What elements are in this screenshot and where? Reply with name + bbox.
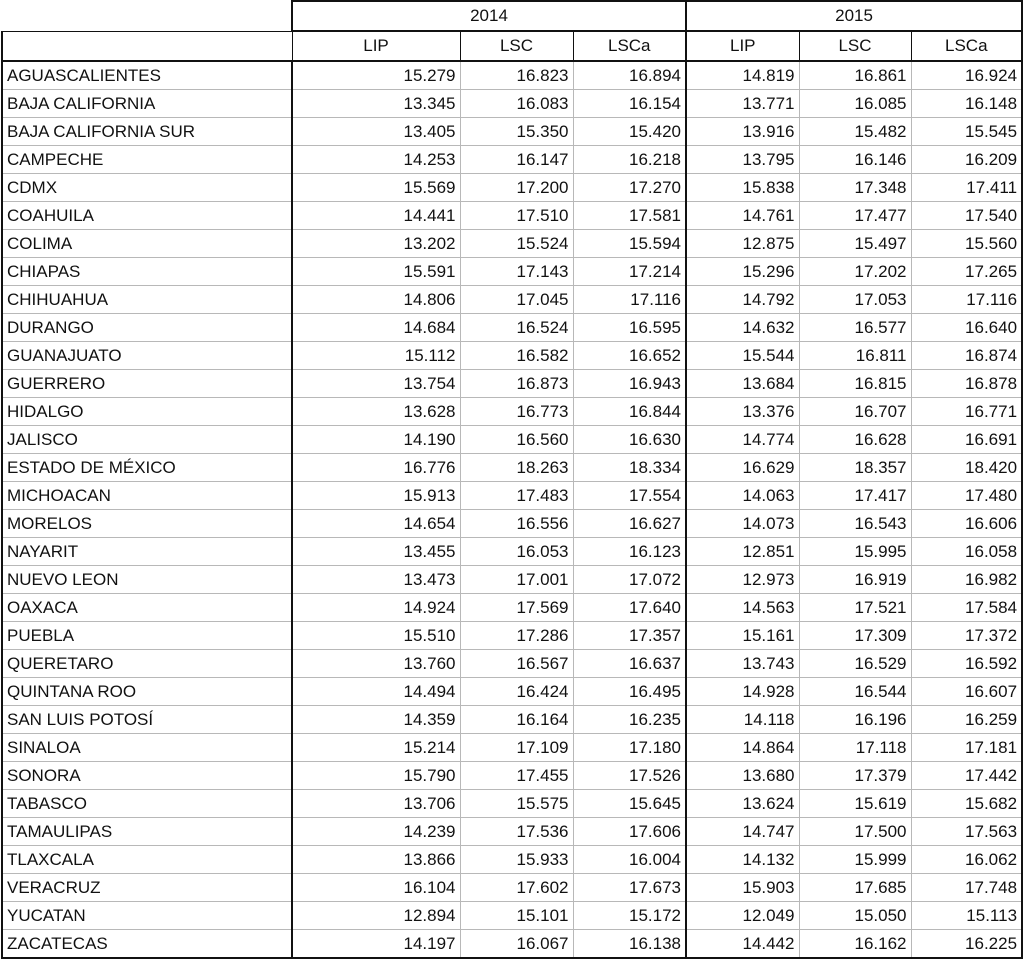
state-name-cell: ZACATECAS bbox=[2, 930, 292, 959]
table-row bbox=[2, 286, 1022, 314]
value-cell: 15.838 bbox=[686, 174, 799, 202]
value-cell: 16.707 bbox=[799, 398, 911, 426]
value-cell: 16.209 bbox=[911, 146, 1022, 174]
value-cell: 16.196 bbox=[799, 706, 911, 734]
value-cell: 17.045 bbox=[460, 286, 573, 314]
table-row bbox=[2, 258, 1022, 286]
value-cell: 16.773 bbox=[460, 398, 573, 426]
value-cell: 14.684 bbox=[292, 314, 460, 342]
value-cell: 16.924 bbox=[911, 61, 1022, 90]
table-row bbox=[2, 622, 1022, 650]
value-cell: 16.146 bbox=[799, 146, 911, 174]
value-cell: 16.823 bbox=[460, 61, 573, 90]
state-name-cell: BAJA CALIFORNIA bbox=[2, 90, 292, 118]
value-cell: 14.792 bbox=[686, 286, 799, 314]
value-cell: 16.218 bbox=[573, 146, 686, 174]
value-cell: 16.543 bbox=[799, 510, 911, 538]
value-cell: 13.455 bbox=[292, 538, 460, 566]
value-cell: 14.253 bbox=[292, 146, 460, 174]
value-cell: 17.270 bbox=[573, 174, 686, 202]
value-cell: 15.560 bbox=[911, 230, 1022, 258]
table-row bbox=[2, 594, 1022, 622]
value-cell: 13.771 bbox=[686, 90, 799, 118]
state-name-cell: JALISCO bbox=[2, 426, 292, 454]
table-row bbox=[2, 734, 1022, 762]
value-cell: 17.265 bbox=[911, 258, 1022, 286]
state-name-cell: ESTADO DE MÉXICO bbox=[2, 454, 292, 482]
value-cell: 16.529 bbox=[799, 650, 911, 678]
value-cell: 16.567 bbox=[460, 650, 573, 678]
value-cell: 14.864 bbox=[686, 734, 799, 762]
table-row bbox=[2, 398, 1022, 426]
value-cell: 16.627 bbox=[573, 510, 686, 538]
value-cell: 17.483 bbox=[460, 482, 573, 510]
value-cell: 15.682 bbox=[911, 790, 1022, 818]
state-name-cell: AGUASCALIENTES bbox=[2, 61, 292, 90]
column-header-lsca-2014: LSCa bbox=[573, 31, 686, 61]
value-cell: 17.379 bbox=[799, 762, 911, 790]
table-row bbox=[2, 678, 1022, 706]
state-name-cell: GUERRERO bbox=[2, 370, 292, 398]
value-cell: 16.544 bbox=[799, 678, 911, 706]
state-name-cell: COAHUILA bbox=[2, 202, 292, 230]
table-row bbox=[2, 566, 1022, 594]
state-name-cell: CHIHUAHUA bbox=[2, 286, 292, 314]
value-cell: 15.995 bbox=[799, 538, 911, 566]
value-cell: 16.776 bbox=[292, 454, 460, 482]
value-cell: 17.673 bbox=[573, 874, 686, 902]
value-cell: 12.875 bbox=[686, 230, 799, 258]
value-cell: 16.861 bbox=[799, 61, 911, 90]
year-header-2015: 2015 bbox=[686, 1, 1022, 31]
state-name-cell: CDMX bbox=[2, 174, 292, 202]
table-row bbox=[2, 454, 1022, 482]
value-cell: 15.112 bbox=[292, 342, 460, 370]
value-cell: 16.592 bbox=[911, 650, 1022, 678]
value-cell: 13.743 bbox=[686, 650, 799, 678]
value-cell: 15.999 bbox=[799, 846, 911, 874]
value-cell: 17.748 bbox=[911, 874, 1022, 902]
value-cell: 16.637 bbox=[573, 650, 686, 678]
value-cell: 17.357 bbox=[573, 622, 686, 650]
value-cell: 15.545 bbox=[911, 118, 1022, 146]
state-name-cell: CHIAPAS bbox=[2, 258, 292, 286]
value-cell: 15.645 bbox=[573, 790, 686, 818]
value-cell: 17.510 bbox=[460, 202, 573, 230]
value-cell: 17.214 bbox=[573, 258, 686, 286]
value-cell: 16.606 bbox=[911, 510, 1022, 538]
value-cell: 13.684 bbox=[686, 370, 799, 398]
table-row bbox=[2, 762, 1022, 790]
value-cell: 14.132 bbox=[686, 846, 799, 874]
state-name-cell: QUERETARO bbox=[2, 650, 292, 678]
value-cell: 16.577 bbox=[799, 314, 911, 342]
value-cell: 16.495 bbox=[573, 678, 686, 706]
value-cell: 14.239 bbox=[292, 818, 460, 846]
value-cell: 17.602 bbox=[460, 874, 573, 902]
value-cell: 15.214 bbox=[292, 734, 460, 762]
value-cell: 17.109 bbox=[460, 734, 573, 762]
state-name-cell: NUEVO LEON bbox=[2, 566, 292, 594]
value-cell: 15.172 bbox=[573, 902, 686, 930]
value-cell: 17.477 bbox=[799, 202, 911, 230]
value-cell: 16.067 bbox=[460, 930, 573, 959]
value-cell: 16.982 bbox=[911, 566, 1022, 594]
value-cell: 13.624 bbox=[686, 790, 799, 818]
table-row bbox=[2, 426, 1022, 454]
state-name-cell: NAYARIT bbox=[2, 538, 292, 566]
value-cell: 13.795 bbox=[686, 146, 799, 174]
state-name-cell: HIDALGO bbox=[2, 398, 292, 426]
state-name-cell: MICHOACAN bbox=[2, 482, 292, 510]
table-row bbox=[2, 146, 1022, 174]
value-cell: 16.629 bbox=[686, 454, 799, 482]
value-cell: 16.259 bbox=[911, 706, 1022, 734]
column-header-lsc-2014: LSC bbox=[460, 31, 573, 61]
value-cell: 15.913 bbox=[292, 482, 460, 510]
value-cell: 16.162 bbox=[799, 930, 911, 959]
column-header-lsc-2015: LSC bbox=[799, 31, 911, 61]
value-cell: 18.357 bbox=[799, 454, 911, 482]
value-cell: 16.147 bbox=[460, 146, 573, 174]
value-cell: 15.497 bbox=[799, 230, 911, 258]
value-cell: 15.790 bbox=[292, 762, 460, 790]
value-cell: 15.524 bbox=[460, 230, 573, 258]
value-cell: 16.225 bbox=[911, 930, 1022, 959]
value-cell: 14.441 bbox=[292, 202, 460, 230]
state-column-header bbox=[2, 31, 292, 61]
value-cell: 13.760 bbox=[292, 650, 460, 678]
value-cell: 17.200 bbox=[460, 174, 573, 202]
value-cell: 17.116 bbox=[911, 286, 1022, 314]
table-row bbox=[2, 230, 1022, 258]
table-row bbox=[2, 510, 1022, 538]
value-cell: 17.500 bbox=[799, 818, 911, 846]
value-cell: 16.873 bbox=[460, 370, 573, 398]
value-cell: 16.123 bbox=[573, 538, 686, 566]
value-cell: 16.815 bbox=[799, 370, 911, 398]
table-row bbox=[2, 90, 1022, 118]
value-cell: 15.420 bbox=[573, 118, 686, 146]
value-cell: 15.591 bbox=[292, 258, 460, 286]
state-name-cell: TABASCO bbox=[2, 790, 292, 818]
value-cell: 16.607 bbox=[911, 678, 1022, 706]
value-cell: 15.569 bbox=[292, 174, 460, 202]
value-cell: 14.806 bbox=[292, 286, 460, 314]
state-name-cell: YUCATAN bbox=[2, 902, 292, 930]
value-cell: 14.494 bbox=[292, 678, 460, 706]
corner-blank-cell bbox=[2, 1, 292, 31]
value-cell: 14.928 bbox=[686, 678, 799, 706]
table-row bbox=[2, 706, 1022, 734]
state-name-cell: PUEBLA bbox=[2, 622, 292, 650]
value-cell: 16.691 bbox=[911, 426, 1022, 454]
value-cell: 17.606 bbox=[573, 818, 686, 846]
value-cell: 16.771 bbox=[911, 398, 1022, 426]
value-cell: 17.053 bbox=[799, 286, 911, 314]
table-row bbox=[2, 874, 1022, 902]
state-name-cell: CAMPECHE bbox=[2, 146, 292, 174]
value-cell: 16.919 bbox=[799, 566, 911, 594]
table-row bbox=[2, 174, 1022, 202]
state-name-cell: TAMAULIPAS bbox=[2, 818, 292, 846]
state-name-cell: TLAXCALA bbox=[2, 846, 292, 874]
value-cell: 16.148 bbox=[911, 90, 1022, 118]
state-name-cell: VERACRUZ bbox=[2, 874, 292, 902]
value-cell: 14.819 bbox=[686, 61, 799, 90]
value-cell: 14.774 bbox=[686, 426, 799, 454]
value-cell: 13.202 bbox=[292, 230, 460, 258]
value-cell: 17.685 bbox=[799, 874, 911, 902]
value-cell: 16.811 bbox=[799, 342, 911, 370]
value-cell: 17.480 bbox=[911, 482, 1022, 510]
value-cell: 17.417 bbox=[799, 482, 911, 510]
value-cell: 17.372 bbox=[911, 622, 1022, 650]
value-cell: 13.916 bbox=[686, 118, 799, 146]
value-cell: 14.747 bbox=[686, 818, 799, 846]
table-row bbox=[2, 202, 1022, 230]
table-row bbox=[2, 650, 1022, 678]
value-cell: 17.442 bbox=[911, 762, 1022, 790]
value-cell: 14.359 bbox=[292, 706, 460, 734]
table-body bbox=[2, 61, 1022, 958]
table-row bbox=[2, 818, 1022, 846]
value-cell: 16.058 bbox=[911, 538, 1022, 566]
value-cell: 17.001 bbox=[460, 566, 573, 594]
value-cell: 13.628 bbox=[292, 398, 460, 426]
value-cell: 15.594 bbox=[573, 230, 686, 258]
state-name-cell: MORELOS bbox=[2, 510, 292, 538]
value-cell: 14.197 bbox=[292, 930, 460, 959]
value-cell: 12.049 bbox=[686, 902, 799, 930]
table-row bbox=[2, 538, 1022, 566]
value-cell: 13.680 bbox=[686, 762, 799, 790]
value-cell: 17.181 bbox=[911, 734, 1022, 762]
table-row bbox=[2, 790, 1022, 818]
value-cell: 17.309 bbox=[799, 622, 911, 650]
value-cell: 15.279 bbox=[292, 61, 460, 90]
value-cell: 14.654 bbox=[292, 510, 460, 538]
value-cell: 17.563 bbox=[911, 818, 1022, 846]
value-cell: 17.118 bbox=[799, 734, 911, 762]
value-cell: 14.563 bbox=[686, 594, 799, 622]
value-cell: 13.754 bbox=[292, 370, 460, 398]
value-cell: 16.582 bbox=[460, 342, 573, 370]
value-cell: 12.973 bbox=[686, 566, 799, 594]
value-cell: 18.263 bbox=[460, 454, 573, 482]
value-cell: 16.844 bbox=[573, 398, 686, 426]
state-name-cell: BAJA CALIFORNIA SUR bbox=[2, 118, 292, 146]
column-header-lip-2015: LIP bbox=[686, 31, 799, 61]
value-cell: 15.575 bbox=[460, 790, 573, 818]
value-cell: 13.866 bbox=[292, 846, 460, 874]
table-row bbox=[2, 482, 1022, 510]
value-cell: 17.569 bbox=[460, 594, 573, 622]
value-cell: 16.104 bbox=[292, 874, 460, 902]
value-cell: 16.053 bbox=[460, 538, 573, 566]
column-header-lip-2014: LIP bbox=[292, 31, 460, 61]
table-row bbox=[2, 902, 1022, 930]
value-cell: 15.619 bbox=[799, 790, 911, 818]
value-cell: 17.116 bbox=[573, 286, 686, 314]
value-cell: 16.874 bbox=[911, 342, 1022, 370]
value-cell: 16.943 bbox=[573, 370, 686, 398]
value-cell: 17.521 bbox=[799, 594, 911, 622]
value-cell: 17.286 bbox=[460, 622, 573, 650]
value-cell: 16.004 bbox=[573, 846, 686, 874]
value-cell: 16.595 bbox=[573, 314, 686, 342]
value-cell: 15.101 bbox=[460, 902, 573, 930]
value-cell: 17.526 bbox=[573, 762, 686, 790]
value-cell: 13.345 bbox=[292, 90, 460, 118]
value-cell: 12.851 bbox=[686, 538, 799, 566]
table-row bbox=[2, 61, 1022, 90]
value-cell: 17.348 bbox=[799, 174, 911, 202]
value-cell: 16.424 bbox=[460, 678, 573, 706]
data-table bbox=[1, 0, 1023, 959]
state-name-cell: GUANAJUATO bbox=[2, 342, 292, 370]
value-cell: 15.350 bbox=[460, 118, 573, 146]
value-cell: 17.536 bbox=[460, 818, 573, 846]
value-cell: 17.202 bbox=[799, 258, 911, 286]
value-cell: 16.630 bbox=[573, 426, 686, 454]
value-cell: 14.442 bbox=[686, 930, 799, 959]
value-cell: 16.154 bbox=[573, 90, 686, 118]
value-cell: 17.581 bbox=[573, 202, 686, 230]
year-header-row bbox=[2, 1, 1022, 31]
value-cell: 15.544 bbox=[686, 342, 799, 370]
table-row bbox=[2, 118, 1022, 146]
value-cell: 15.903 bbox=[686, 874, 799, 902]
value-cell: 13.405 bbox=[292, 118, 460, 146]
state-name-cell: COLIMA bbox=[2, 230, 292, 258]
value-cell: 15.933 bbox=[460, 846, 573, 874]
value-cell: 14.118 bbox=[686, 706, 799, 734]
value-cell: 13.473 bbox=[292, 566, 460, 594]
value-cell: 13.706 bbox=[292, 790, 460, 818]
state-name-cell: SAN LUIS POTOSÍ bbox=[2, 706, 292, 734]
value-cell: 15.050 bbox=[799, 902, 911, 930]
value-cell: 17.180 bbox=[573, 734, 686, 762]
value-cell: 16.085 bbox=[799, 90, 911, 118]
column-header-lsca-2015: LSCa bbox=[911, 31, 1022, 61]
table-row bbox=[2, 930, 1022, 959]
value-cell: 16.878 bbox=[911, 370, 1022, 398]
value-cell: 18.420 bbox=[911, 454, 1022, 482]
value-cell: 16.640 bbox=[911, 314, 1022, 342]
value-cell: 16.083 bbox=[460, 90, 573, 118]
state-name-cell: QUINTANA ROO bbox=[2, 678, 292, 706]
table-header bbox=[2, 1, 1022, 61]
value-cell: 14.190 bbox=[292, 426, 460, 454]
value-cell: 14.924 bbox=[292, 594, 460, 622]
table-row bbox=[2, 342, 1022, 370]
year-header-2014: 2014 bbox=[292, 1, 686, 31]
value-cell: 17.455 bbox=[460, 762, 573, 790]
value-cell: 16.138 bbox=[573, 930, 686, 959]
value-cell: 14.761 bbox=[686, 202, 799, 230]
value-cell: 17.540 bbox=[911, 202, 1022, 230]
value-cell: 16.164 bbox=[460, 706, 573, 734]
state-name-cell: DURANGO bbox=[2, 314, 292, 342]
value-cell: 16.894 bbox=[573, 61, 686, 90]
state-name-cell: SINALOA bbox=[2, 734, 292, 762]
value-cell: 15.510 bbox=[292, 622, 460, 650]
value-cell: 17.554 bbox=[573, 482, 686, 510]
table-row bbox=[2, 314, 1022, 342]
state-name-cell: SONORA bbox=[2, 762, 292, 790]
value-cell: 17.072 bbox=[573, 566, 686, 594]
value-cell: 15.113 bbox=[911, 902, 1022, 930]
value-cell: 16.560 bbox=[460, 426, 573, 454]
value-cell: 17.411 bbox=[911, 174, 1022, 202]
value-cell: 16.628 bbox=[799, 426, 911, 454]
state-name-cell: OAXACA bbox=[2, 594, 292, 622]
value-cell: 13.376 bbox=[686, 398, 799, 426]
value-cell: 16.235 bbox=[573, 706, 686, 734]
value-cell: 17.143 bbox=[460, 258, 573, 286]
value-cell: 12.894 bbox=[292, 902, 460, 930]
value-cell: 17.584 bbox=[911, 594, 1022, 622]
table-row bbox=[2, 370, 1022, 398]
value-cell: 18.334 bbox=[573, 454, 686, 482]
value-cell: 14.063 bbox=[686, 482, 799, 510]
column-header-row bbox=[2, 31, 1022, 61]
value-cell: 15.482 bbox=[799, 118, 911, 146]
value-cell: 17.640 bbox=[573, 594, 686, 622]
value-cell: 16.556 bbox=[460, 510, 573, 538]
value-cell: 14.073 bbox=[686, 510, 799, 538]
value-cell: 16.062 bbox=[911, 846, 1022, 874]
value-cell: 15.161 bbox=[686, 622, 799, 650]
value-cell: 16.652 bbox=[573, 342, 686, 370]
value-cell: 16.524 bbox=[460, 314, 573, 342]
value-cell: 14.632 bbox=[686, 314, 799, 342]
table-row bbox=[2, 846, 1022, 874]
value-cell: 15.296 bbox=[686, 258, 799, 286]
